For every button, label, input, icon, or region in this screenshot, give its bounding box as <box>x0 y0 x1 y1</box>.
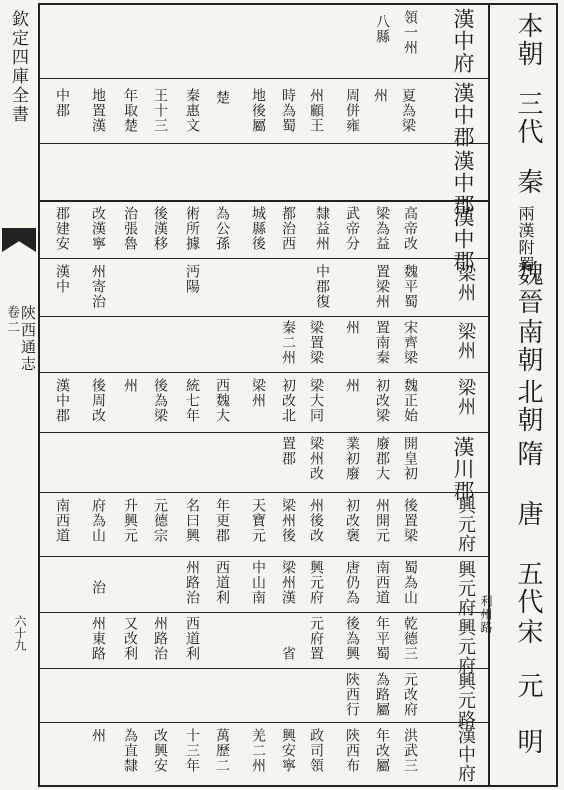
juan-number: 卷二 <box>4 305 19 335</box>
dynasty-9: 五代 <box>513 560 543 616</box>
row-11-note-2: 年平蜀 <box>374 616 390 661</box>
row-7-note-1: 初改梁 <box>374 378 390 423</box>
row-9-note-7: 名曰興 <box>184 498 200 543</box>
row-9-note-11: 南西道 <box>54 498 70 543</box>
row-4-note-2: 武帝分 <box>344 206 360 251</box>
row-9-note-1: 州開元 <box>374 498 390 543</box>
dynasty-2: 秦 <box>513 168 543 196</box>
row-13-note-7: 十三年 <box>184 728 200 773</box>
row-11-note-6: 西道利 <box>184 616 200 661</box>
row-9-note-0: 後置梁 <box>402 498 418 543</box>
row-2-main: 漢中郡 <box>451 82 475 148</box>
row-4-main: 漢中郡 <box>451 206 475 272</box>
divider <box>38 258 490 259</box>
frame-bottom <box>38 785 558 787</box>
row-13-note-0: 洪武三 <box>402 728 418 773</box>
row-13-note-3: 政司領 <box>308 728 324 773</box>
row-11-note-3: 後為興 <box>344 616 360 661</box>
fish-tail-mark <box>2 228 36 252</box>
dynasty-3: 兩漢附蜀 <box>516 205 535 273</box>
row-4-note-5: 城縣後 <box>250 206 266 251</box>
row-4-note-1: 梁為益 <box>374 206 390 251</box>
row-11-note-5: 省 <box>280 646 296 661</box>
row-6-note-1: 置南秦 <box>374 320 390 365</box>
row-13-note-8: 改興安 <box>152 728 168 773</box>
row-11-note-7: 州路治 <box>152 616 168 661</box>
divider <box>38 372 490 373</box>
row-5-note-1: 置梁州 <box>374 264 390 309</box>
divider <box>38 316 490 317</box>
row-8-note-0: 開皇初 <box>402 436 418 481</box>
row-7-note-4: 初改北 <box>280 378 296 423</box>
dynasty-11: 元 <box>513 672 543 700</box>
row-9-note-8: 元德宗 <box>152 498 168 543</box>
row-9-note-4: 梁州後 <box>280 498 296 543</box>
row-9-note-9: 升興元 <box>122 498 138 543</box>
row-1-note-5: 地後屬 <box>250 88 266 133</box>
row-1-note-0: 夏為梁 <box>400 88 416 133</box>
divider <box>38 432 490 433</box>
frame-left <box>38 3 40 787</box>
dynasty-5: 南朝 <box>513 318 543 374</box>
row-6-note-4: 秦二州 <box>280 320 296 365</box>
divider <box>38 78 490 79</box>
row-10-note-8: 治 <box>90 580 106 595</box>
row-13-main: 漢中府 <box>455 726 476 783</box>
dynasty-column-divider <box>488 3 490 787</box>
row-1-note-6: 楚 <box>214 90 230 105</box>
row-1-note-2: 周併雍 <box>344 88 360 133</box>
row-4-note-10: 改漢寧 <box>90 206 106 251</box>
row-10-note-3: 興元府 <box>308 560 324 605</box>
row-1-note-4: 時為蜀 <box>280 88 296 133</box>
frame-right <box>556 3 558 787</box>
row-11-note-4: 元府置 <box>308 616 324 661</box>
row-7-main: 梁州 <box>455 378 476 416</box>
row-5-note-0: 魏平蜀 <box>402 264 418 309</box>
row-10-note-1: 南西道 <box>374 560 390 605</box>
row-6-note-3: 梁置梁 <box>308 320 324 365</box>
dynasty-0: 本朝 <box>513 12 543 68</box>
divider <box>38 612 490 613</box>
row-5-note-3: 沔陽 <box>184 264 200 294</box>
row-8-note-3: 梁州改 <box>308 436 324 481</box>
row-4-note-3: 隸益州 <box>314 206 330 251</box>
row-5-note-2: 中郡復 <box>314 264 330 309</box>
row-9-note-10: 府為山 <box>90 498 106 543</box>
row-13-note-6: 萬歷二 <box>214 728 230 773</box>
row-1-note-1: 州 <box>372 88 388 103</box>
row-13-note-9: 為直隸 <box>122 728 138 773</box>
volume-title: 陝西通志 <box>19 305 37 373</box>
dynasty-12: 明 <box>513 728 543 756</box>
row-10-note-5: 中山南 <box>250 560 266 605</box>
divider <box>38 668 490 669</box>
row-9-note-2: 初改褒 <box>344 498 360 543</box>
row-9-main: 興元府 <box>455 496 476 553</box>
row-13-note-4: 興安寧 <box>280 728 296 773</box>
row-7-note-6: 西魏大 <box>214 378 230 423</box>
row-5-main: 梁州 <box>455 264 476 302</box>
row-10-note-2: 唐仍為 <box>344 560 360 605</box>
divider <box>38 556 490 557</box>
row-7-note-0: 魏正始 <box>402 378 418 423</box>
row-3-main: 漢中郡 <box>451 150 475 216</box>
divider <box>38 143 490 144</box>
row-9-note-5: 天寶元 <box>250 498 266 543</box>
dynasty-8: 唐 <box>513 500 543 528</box>
row-0-note-1: 八縣 <box>374 14 390 44</box>
row-1-note-10: 地置漢 <box>90 88 106 133</box>
row-4-note-11: 郡建安 <box>54 206 70 251</box>
row-11-note-9: 州東路 <box>90 616 106 661</box>
dynasty-7: 隋 <box>513 440 543 468</box>
dynasty-4: 魏晉 <box>513 260 543 316</box>
row-10-main: 興元府 <box>455 560 476 617</box>
row-7-note-2: 州 <box>344 378 360 393</box>
row-5-note-4: 州寄治 <box>90 264 106 309</box>
divider <box>38 200 490 202</box>
row-1-note-9: 年取楚 <box>122 88 138 133</box>
book-title: 欽定四庫全書 <box>8 10 28 124</box>
row-10-note-7: 州路治 <box>184 560 200 605</box>
row-8-note-1: 廢郡大 <box>374 436 390 481</box>
row-12-main: 興元路 <box>455 672 476 729</box>
row-4-note-8: 後漢移 <box>152 206 168 251</box>
row-11-note-0: 利州路 <box>479 595 493 634</box>
frame-top <box>38 3 558 5</box>
row-10-note-0: 蜀為山 <box>402 560 418 605</box>
row-6-note-2: 州 <box>344 320 360 335</box>
row-1-note-11: 中郡 <box>54 88 70 118</box>
row-12-note-0: 元改府 <box>402 672 418 717</box>
row-9-note-3: 州後改 <box>308 498 324 543</box>
row-11-main: 興元府 <box>455 618 476 675</box>
row-1-note-8: 王十三 <box>152 88 168 133</box>
row-13-note-5: 羌二州 <box>250 728 266 773</box>
dynasty-1: 三代 <box>513 90 543 146</box>
row-7-note-9: 州 <box>122 378 138 393</box>
row-8-note-4: 置郡 <box>280 436 296 466</box>
row-4-note-9: 治張魯 <box>122 206 138 251</box>
row-7-note-11: 漢中郡 <box>54 378 70 423</box>
row-0-main: 漢中府 <box>451 8 475 74</box>
row-8-main: 漢川郡 <box>451 436 475 502</box>
dynasty-10: 宋 <box>513 618 543 646</box>
row-9-note-6: 年更郡 <box>214 498 230 543</box>
row-6-note-0: 宋齊梁 <box>402 320 418 365</box>
row-1-note-7: 秦惠文 <box>184 88 200 133</box>
row-5-note-5: 漢中 <box>54 264 70 294</box>
row-12-note-2: 陝西行 <box>344 672 360 717</box>
row-4-note-6: 為公孫 <box>214 206 230 251</box>
row-4-note-4: 都治西 <box>280 206 296 251</box>
row-10-note-4: 梁州漢 <box>280 560 296 605</box>
row-10-note-6: 西道利 <box>214 560 230 605</box>
row-1-note-3: 州顧王 <box>308 88 324 133</box>
row-4-note-0: 高帝改 <box>402 206 418 251</box>
dynasty-6: 北朝 <box>513 378 543 434</box>
divider <box>38 492 490 493</box>
row-13-note-10: 州 <box>90 728 106 743</box>
row-4-note-7: 術所據 <box>184 206 200 251</box>
row-12-note-1: 為路屬 <box>374 672 390 717</box>
row-11-note-1: 乾德三 <box>402 616 418 661</box>
row-13-note-2: 陝西布 <box>344 728 360 773</box>
row-11-note-8: 又改利 <box>122 616 138 661</box>
row-8-note-2: 業初廢 <box>344 436 360 481</box>
row-7-note-7: 統七年 <box>184 378 200 423</box>
row-13-note-1: 年改屬 <box>374 728 390 773</box>
divider <box>38 722 490 723</box>
row-0-note-0: 領一州 <box>402 10 418 55</box>
page-number: 六十九 <box>13 615 27 651</box>
row-7-note-3: 梁大同 <box>308 378 324 423</box>
row-7-note-10: 後周改 <box>90 378 106 423</box>
row-7-note-8: 後為梁 <box>152 378 168 423</box>
row-6-main: 梁州 <box>455 322 476 360</box>
row-7-note-5: 梁州 <box>250 378 266 408</box>
